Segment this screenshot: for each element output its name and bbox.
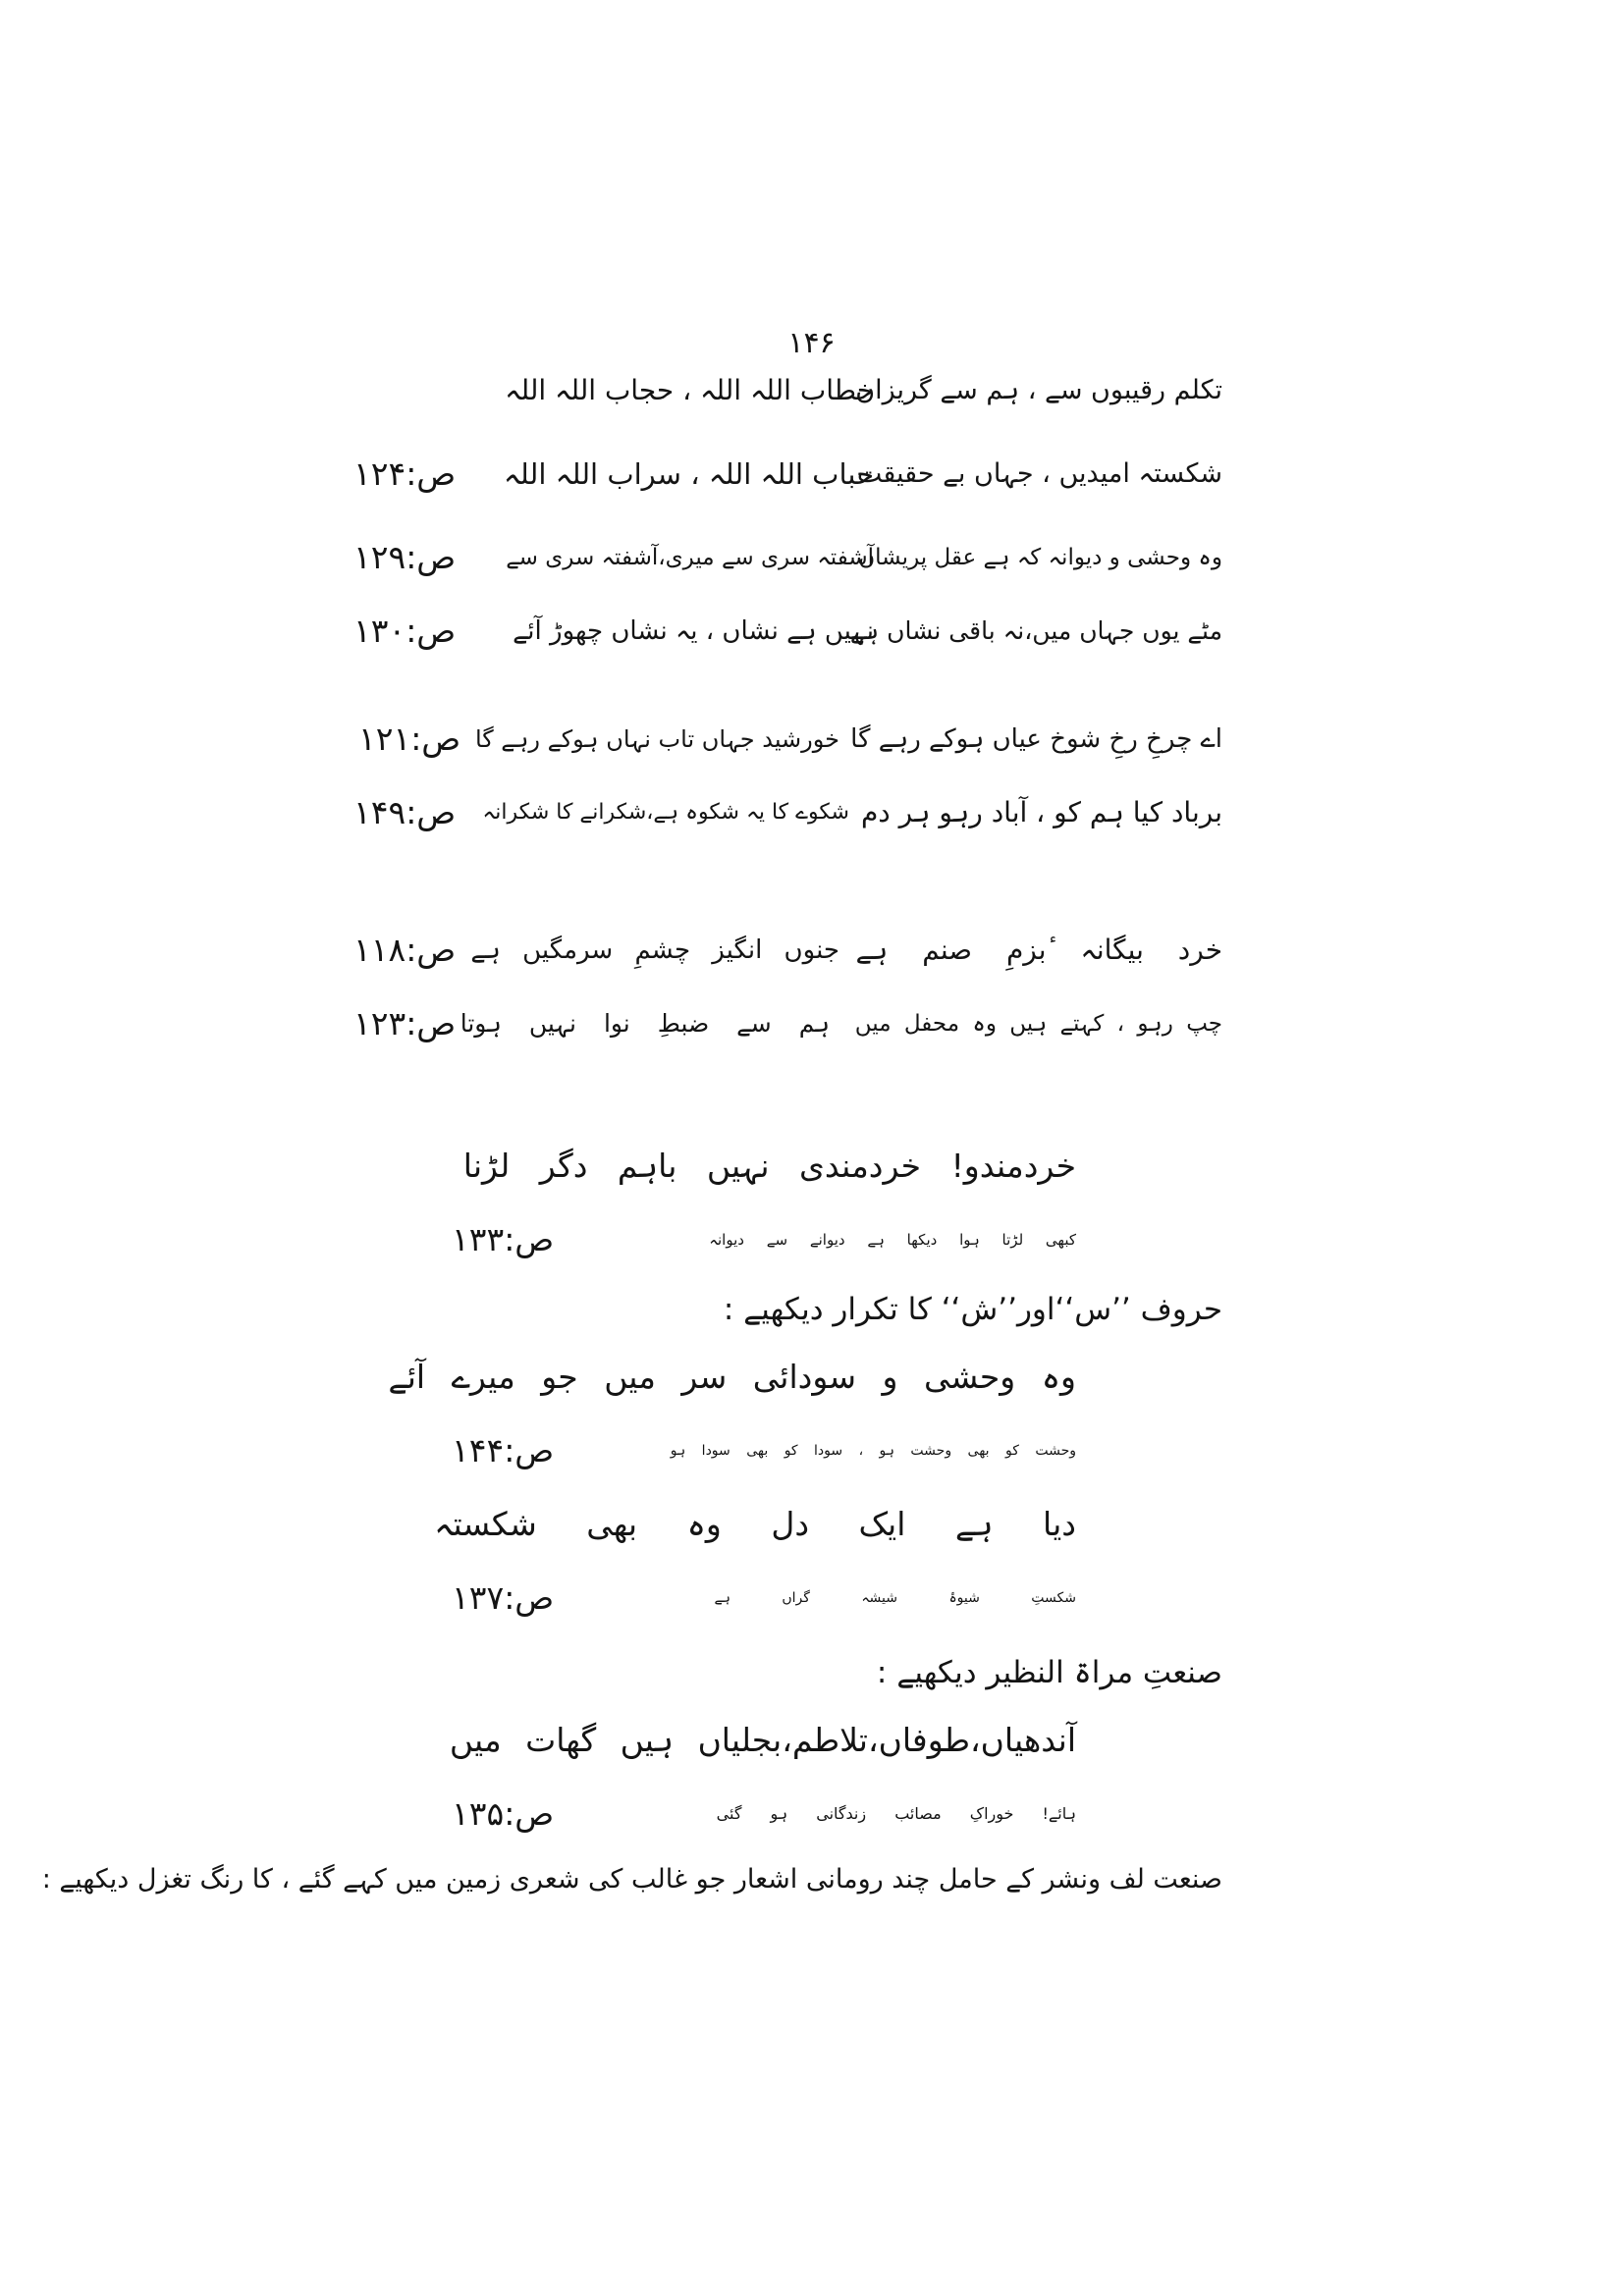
couplet-line [353, 609, 1222, 654]
verse-line: آندھیاں،طوفاں،تلاطم،بجلیاں ہیں گھات میں [449, 1721, 1076, 1759]
verse-text: کبھی لڑتا ہوا دیکھا ہے دیوانے سے دیوانہ [709, 1231, 1076, 1249]
misra-first: تکلم رقیبوں سے ، ہم سے گریزاں [855, 375, 1222, 405]
couplet-line [353, 452, 1222, 497]
verse-line: خردمندو! خردمندی نہیں باہم دگر لڑنا [462, 1147, 1076, 1185]
misra-first: خرد بیگانہ ٔبزمِ صنم ہے [855, 934, 1222, 966]
verse-line-with-ref [452, 1217, 1076, 1262]
couplet-line [353, 1001, 1222, 1046]
page-reference: ص:۱۳۳ [452, 1220, 555, 1258]
page-reference: ص:۱۲۳ [353, 1004, 457, 1042]
misra-second: شکوے کا یہ شکوہ ہے،شکرانے کا شکرانہ [482, 800, 849, 825]
verse-text: وحشت کو بھی وحشت ہو ، سودا کو بھی سودا ہو [670, 1443, 1076, 1459]
page-reference: ص:۱۴۹ [353, 793, 457, 831]
misra-first: شکستہ امیدیں ، جہاں بے حقیقت [856, 458, 1222, 489]
page-reference: ص:۱۳۵ [452, 1794, 555, 1833]
verse-text: ہائے! خوراکِ مصائب زندگانی ہو گئی [716, 1804, 1076, 1823]
verse-line-with-ref [452, 1428, 1076, 1473]
page-reference: ص:۱۳۷ [452, 1578, 555, 1617]
page-reference: ص:۱۴۴ [452, 1431, 555, 1469]
misra-second: ہم سے ضبطِ نوا نہیں ہوتا [460, 1009, 830, 1038]
section-heading: حروف ’’س‘‘اور’’ش‘‘ کا تکرار دیکھیے : [723, 1292, 1222, 1327]
page-reference: ص:۱۳۰ [353, 612, 457, 650]
page-reference: ص:۱۲۹ [353, 538, 457, 576]
misra-second: خطاب اللہ اللہ ، حجاب اللہ اللہ [505, 374, 874, 406]
misra-first: مٹے یوں جہاں میں،نہ باقی نشاں ہے [849, 616, 1222, 645]
verse-text: شکستِ شیوۂ شیشہ گراں ہے [714, 1590, 1076, 1606]
page-reference: ص:۱۲۱ [358, 720, 461, 758]
verse-line: دیا ہے ایک دل وہ بھی شکستہ [434, 1505, 1076, 1543]
misra-second: نہیں ہے نشاں ، یہ نشاں چھوڑ آئے [513, 616, 874, 646]
misra-second: آشفتہ سری سے میری،آشفتہ سری سے [506, 545, 874, 570]
page-reference: ص:۱۱۸ [353, 931, 457, 969]
misra-second: حباب اللہ اللہ ، سراب اللہ اللہ [503, 457, 874, 491]
misra-second: جنوں انگیز چشمِ سرمگیں ہے [470, 935, 839, 965]
verse-line: وہ وحشی و سودائی سر میں جو میرے آئے [388, 1358, 1076, 1396]
couplet-line [353, 368, 1222, 413]
section-heading: صنعت لف ونشر کے حامل چند رومانی اشعار جو غالب کی شعری زمین میں کہے گئے ، کا رنگ تغزل دیکھیے : [41, 1864, 1222, 1895]
misra-first: چپ رہو ، کہتے ہیں وہ محفل میں [854, 1011, 1222, 1037]
couplet-line [353, 717, 1222, 762]
verse-line-with-ref [452, 1575, 1076, 1621]
misra-first: وہ وحشی و دیوانہ کہ ہے عقل پریشاں [858, 545, 1222, 570]
section-heading: صنعتِ مراۃ النظیر دیکھیے : [876, 1655, 1222, 1690]
couplet-line [353, 790, 1222, 835]
misra-first: برباد کیا ہم کو ، آباد رہو ہر دم [860, 796, 1222, 828]
misra-second: خورشید جہاں تاب نہاں ہوکے رہے گا [474, 725, 839, 753]
verse-line-with-ref [452, 1791, 1076, 1837]
couplet-line [353, 535, 1222, 580]
couplet-line [353, 928, 1222, 973]
page-number: ۱۴۶ [787, 326, 836, 360]
misra-first: اے چرخِ رخِ شوخ عیاں ہوکے رہے گا [850, 724, 1222, 754]
page-reference: ص:۱۲۴ [353, 454, 457, 493]
